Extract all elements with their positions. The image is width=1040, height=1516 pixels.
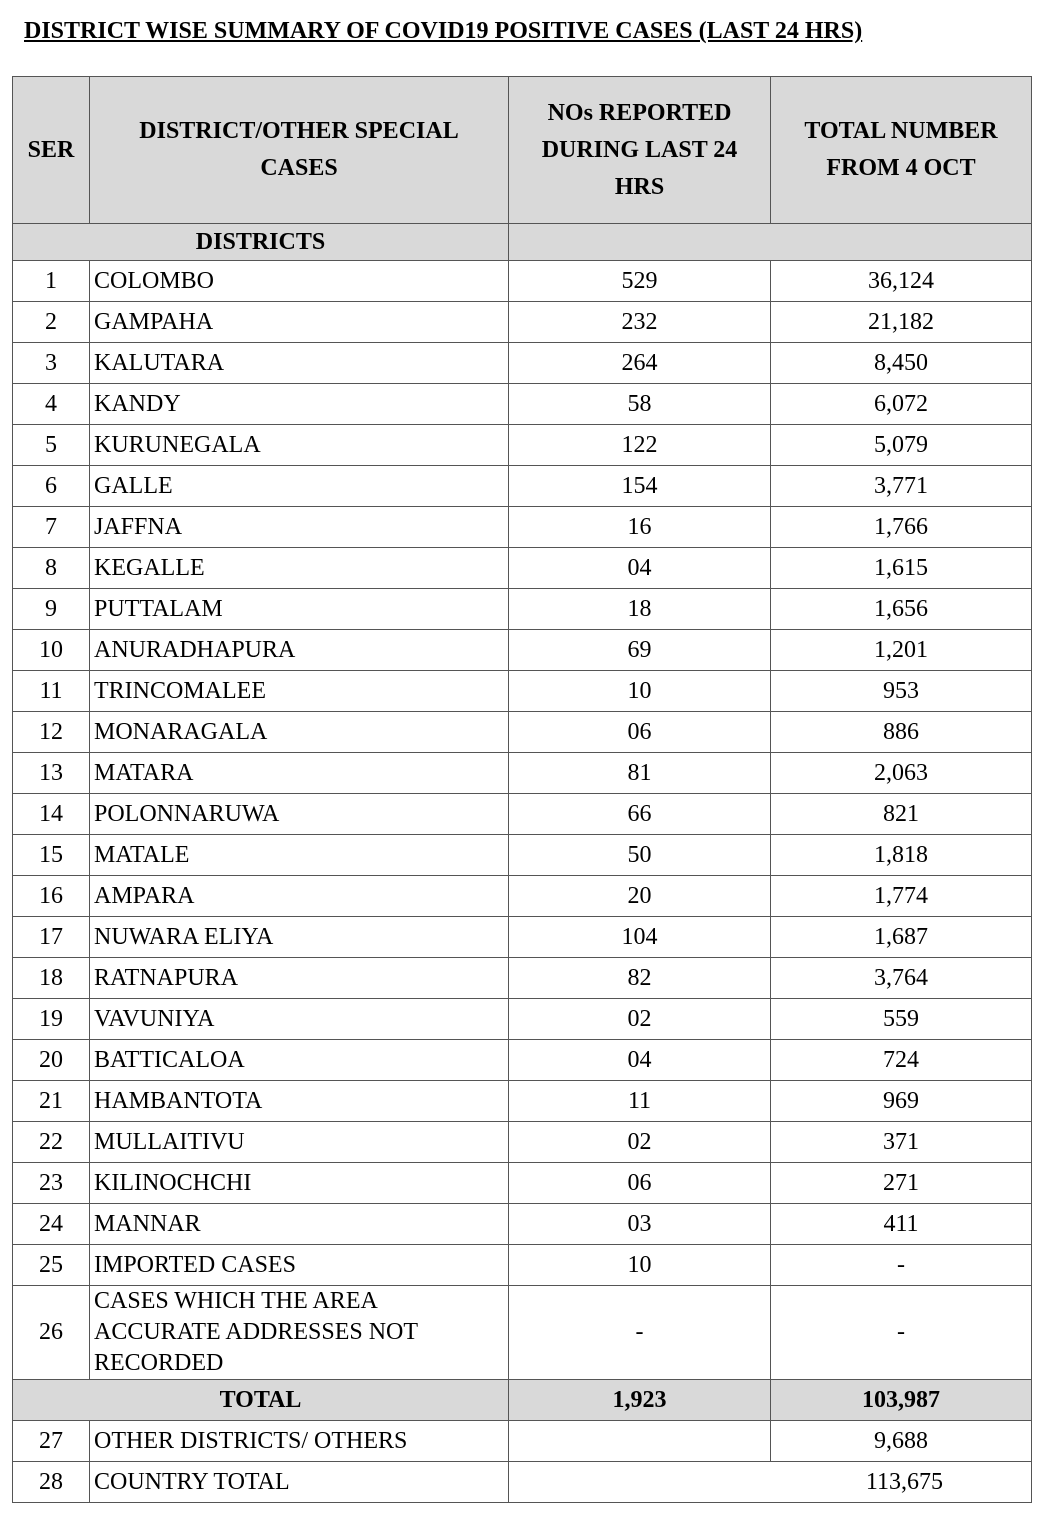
- ser-cell: 1: [13, 261, 90, 302]
- ser-cell: 10: [13, 630, 90, 671]
- total-cell: 821: [771, 794, 1032, 835]
- district-cell: HAMBANTOTA: [90, 1081, 509, 1122]
- header-ser: SER: [13, 77, 90, 224]
- total-cell: 9,688: [771, 1421, 1032, 1462]
- last24-cell: 82: [509, 958, 771, 999]
- ser-cell: 17: [13, 917, 90, 958]
- last24-cell: 16: [509, 507, 771, 548]
- ser-cell: 5: [13, 425, 90, 466]
- total-label: TOTAL: [13, 1380, 509, 1421]
- last24-cell: 264: [509, 343, 771, 384]
- ser-cell: 18: [13, 958, 90, 999]
- last24-cell: 18: [509, 589, 771, 630]
- last24-cell: 11: [509, 1081, 771, 1122]
- total-cell: -: [771, 1286, 1032, 1380]
- ser-cell: 20: [13, 1040, 90, 1081]
- total-cell: 1,687: [771, 917, 1032, 958]
- table-row: [13, 589, 1032, 630]
- ser-cell: 21: [13, 1081, 90, 1122]
- last24-cell: 04: [509, 548, 771, 589]
- table-row: [13, 917, 1032, 958]
- district-cell: JAFFNA: [90, 507, 509, 548]
- table-row: [13, 876, 1032, 917]
- table-row: [13, 548, 1032, 589]
- last24-cell: 154: [509, 466, 771, 507]
- ser-cell: 24: [13, 1204, 90, 1245]
- total-cell: 559: [771, 999, 1032, 1040]
- ser-cell: 28: [13, 1462, 90, 1503]
- country-total-cell: 113,675: [509, 1462, 1032, 1503]
- table-row-28: [13, 1462, 1032, 1503]
- ser-cell: 16: [13, 876, 90, 917]
- table-row: [13, 712, 1032, 753]
- document-title: DISTRICT WISE SUMMARY OF COVID19 POSITIVE CASES (LAST 24 HRS): [24, 18, 863, 44]
- table-row: [13, 384, 1032, 425]
- total-cell: 724: [771, 1040, 1032, 1081]
- header-district: DISTRICT/OTHER SPECIAL CASES: [90, 77, 509, 224]
- table-row: [13, 630, 1032, 671]
- district-cell: CASES WHICH THE AREA ACCURATE ADDRESSES NOT RECORDED: [90, 1286, 509, 1380]
- ser-cell: 22: [13, 1122, 90, 1163]
- last24-cell: 03: [509, 1204, 771, 1245]
- ser-cell: 19: [13, 999, 90, 1040]
- last24-cell: 66: [509, 794, 771, 835]
- last24-cell: 122: [509, 425, 771, 466]
- total-total: 103,987: [771, 1380, 1032, 1421]
- district-cell: KURUNEGALA: [90, 425, 509, 466]
- last24-cell: 02: [509, 999, 771, 1040]
- total-cell: 1,818: [771, 835, 1032, 876]
- section-label: DISTRICTS: [13, 224, 509, 261]
- total-cell: 271: [771, 1163, 1032, 1204]
- district-cell: KALUTARA: [90, 343, 509, 384]
- section-empty: [509, 224, 1032, 261]
- district-cell: GAMPAHA: [90, 302, 509, 343]
- district-cell: PUTTALAM: [90, 589, 509, 630]
- district-cell: COUNTRY TOTAL: [90, 1462, 509, 1503]
- district-cell: IMPORTED CASES: [90, 1245, 509, 1286]
- ser-cell: 6: [13, 466, 90, 507]
- district-cell: MATALE: [90, 835, 509, 876]
- last24-cell: 04: [509, 1040, 771, 1081]
- ser-cell: 15: [13, 835, 90, 876]
- district-cell: GALLE: [90, 466, 509, 507]
- last24-cell: 529: [509, 261, 771, 302]
- last24-cell: 06: [509, 712, 771, 753]
- last24-cell: 20: [509, 876, 771, 917]
- ser-cell: 7: [13, 507, 90, 548]
- last24-cell: 69: [509, 630, 771, 671]
- total-cell: 6,072: [771, 384, 1032, 425]
- total-last24: 1,923: [509, 1380, 771, 1421]
- last24-cell: 58: [509, 384, 771, 425]
- ser-cell: 12: [13, 712, 90, 753]
- last24-cell: 50: [509, 835, 771, 876]
- district-cell: VAVUNIYA: [90, 999, 509, 1040]
- table-row: [13, 343, 1032, 384]
- ser-cell: 4: [13, 384, 90, 425]
- total-cell: 1,201: [771, 630, 1032, 671]
- district-cell: POLONNARUWA: [90, 794, 509, 835]
- district-cell: COLOMBO: [90, 261, 509, 302]
- section-row-districts: [13, 224, 1032, 261]
- ser-cell: 14: [13, 794, 90, 835]
- district-cell: BATTICALOA: [90, 1040, 509, 1081]
- table-row: [13, 835, 1032, 876]
- table-row: [13, 261, 1032, 302]
- table-row: [13, 1081, 1032, 1122]
- last24-cell: 10: [509, 671, 771, 712]
- table-row: [13, 958, 1032, 999]
- total-cell: 371: [771, 1122, 1032, 1163]
- district-cell: OTHER DISTRICTS/ OTHERS: [90, 1421, 509, 1462]
- table-row: [13, 1163, 1032, 1204]
- district-cell: AMPARA: [90, 876, 509, 917]
- total-cell: 1,766: [771, 507, 1032, 548]
- ser-cell: 11: [13, 671, 90, 712]
- ser-cell: 9: [13, 589, 90, 630]
- table-row: [13, 466, 1032, 507]
- ser-cell: 13: [13, 753, 90, 794]
- table-row: [13, 1204, 1032, 1245]
- district-cell: ANURADHAPURA: [90, 630, 509, 671]
- total-cell: 1,656: [771, 589, 1032, 630]
- district-cell: MULLAITIVU: [90, 1122, 509, 1163]
- ser-cell: 27: [13, 1421, 90, 1462]
- total-row: [13, 1380, 1032, 1421]
- total-cell: 21,182: [771, 302, 1032, 343]
- table-row: [13, 794, 1032, 835]
- district-cell: NUWARA ELIYA: [90, 917, 509, 958]
- total-cell: 886: [771, 712, 1032, 753]
- total-cell: 411: [771, 1204, 1032, 1245]
- total-cell: 8,450: [771, 343, 1032, 384]
- district-summary-table: [12, 76, 1032, 1503]
- table-row: [13, 999, 1032, 1040]
- last24-cell: 10: [509, 1245, 771, 1286]
- total-cell: 3,771: [771, 466, 1032, 507]
- table-row: [13, 671, 1032, 712]
- district-cell: KEGALLE: [90, 548, 509, 589]
- ser-cell: 23: [13, 1163, 90, 1204]
- last24-cell: 02: [509, 1122, 771, 1163]
- table-row: [13, 507, 1032, 548]
- district-cell: MATARA: [90, 753, 509, 794]
- total-cell: 3,764: [771, 958, 1032, 999]
- district-cell: TRINCOMALEE: [90, 671, 509, 712]
- district-cell: MANNAR: [90, 1204, 509, 1245]
- table-row: [13, 753, 1032, 794]
- table-row-27: [13, 1421, 1032, 1462]
- table-row: [13, 1122, 1032, 1163]
- table-row: [13, 425, 1032, 466]
- last24-cell: 81: [509, 753, 771, 794]
- ser-cell: 2: [13, 302, 90, 343]
- total-cell: 1,615: [771, 548, 1032, 589]
- header-last24: NOs REPORTED DURING LAST 24 HRS: [509, 77, 771, 224]
- table-row: [13, 1040, 1032, 1081]
- district-cell: KANDY: [90, 384, 509, 425]
- header-row: [13, 77, 1032, 224]
- table-row: [13, 1245, 1032, 1286]
- last24-cell: 06: [509, 1163, 771, 1204]
- total-cell: 969: [771, 1081, 1032, 1122]
- last24-cell: [509, 1421, 771, 1462]
- header-total: TOTAL NUMBER FROM 4 OCT: [771, 77, 1032, 224]
- ser-cell: 26: [13, 1286, 90, 1380]
- ser-cell: 8: [13, 548, 90, 589]
- table-row: [13, 302, 1032, 343]
- district-cell: RATNAPURA: [90, 958, 509, 999]
- total-cell: 1,774: [771, 876, 1032, 917]
- total-cell: 953: [771, 671, 1032, 712]
- total-cell: -: [771, 1245, 1032, 1286]
- district-cell: MONARAGALA: [90, 712, 509, 753]
- ser-cell: 3: [13, 343, 90, 384]
- last24-cell: -: [509, 1286, 771, 1380]
- table-row-26: [13, 1286, 1032, 1380]
- total-cell: 36,124: [771, 261, 1032, 302]
- district-cell: KILINOCHCHI: [90, 1163, 509, 1204]
- ser-cell: 25: [13, 1245, 90, 1286]
- total-cell: 5,079: [771, 425, 1032, 466]
- total-cell: 2,063: [771, 753, 1032, 794]
- last24-cell: 232: [509, 302, 771, 343]
- last24-cell: 104: [509, 917, 771, 958]
